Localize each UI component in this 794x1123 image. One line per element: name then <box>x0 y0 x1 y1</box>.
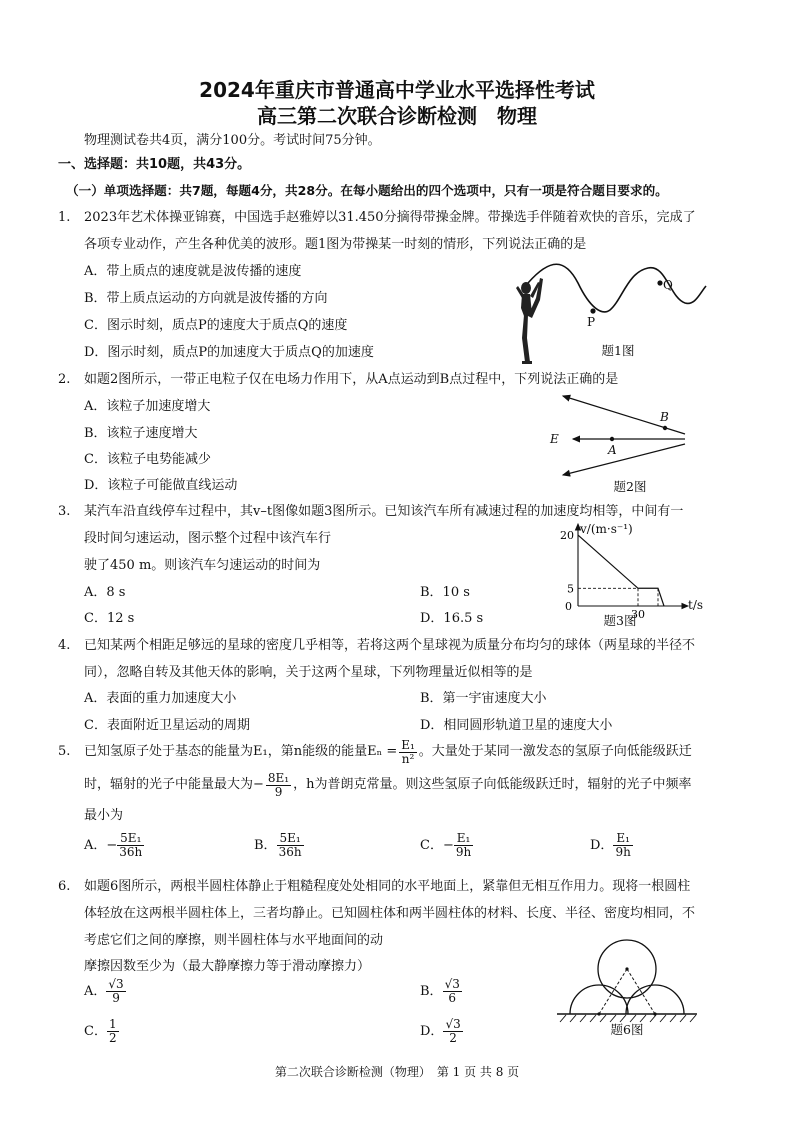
q6-option-c <box>84 1018 119 1045</box>
figure-1-caption: 题1图 <box>601 343 635 358</box>
question-3-stem: 某汽车沿直线停车过程中，其v–t图像如题3图所示。已知该汽车所有减速过程的加速度均相等，中间有一 <box>84 504 684 519</box>
q6-option-b <box>420 978 462 1005</box>
section-subheading: （一）单项选择题：共7题，每题4分，共28分。在每小题给出的四个选项中，只有一项是符合题目要求的。 <box>66 183 668 198</box>
question-6-stem-2: 体轻放在这两根半圆柱体上，三者均静止。已知圆柱体和两半圆柱体的材料、长度、半径、密度均相同，不 <box>84 906 696 921</box>
q5-option-c-num: E₁ <box>454 832 473 846</box>
x-axis-label: t/s <box>688 598 704 612</box>
q3-option-b: B．10 s <box>420 585 470 600</box>
question-number: 6. <box>58 879 71 894</box>
question-3-stem-2: 段时间匀速运动，图示整个过程中该汽车行 <box>84 531 332 546</box>
figure-3-caption: 题3图 <box>603 613 637 628</box>
q5-option-d-prefix: D． <box>590 837 614 853</box>
tick-label-30: 30 <box>631 608 645 618</box>
q6-option-a <box>84 978 126 1005</box>
q4-option-b: B．第一宇宙速度大小 <box>420 691 547 706</box>
question-5-stem <box>84 736 692 768</box>
q5-option-d <box>590 832 633 859</box>
q6-option-a-num: √3 <box>108 977 124 991</box>
label-a: A <box>608 443 617 457</box>
point-a-marker <box>610 437 614 441</box>
y-axis-label: v/(m·s⁻¹) <box>580 522 633 536</box>
ground-hatching <box>560 1015 696 1022</box>
q1-option-a: A．带上质点的速度就是波传播的速度 <box>84 264 302 279</box>
q5-option-b <box>254 832 304 859</box>
question-5-stem-3: 最小为 <box>84 808 124 823</box>
q3-option-d: D．16.5 s <box>420 611 484 626</box>
tick-label-0: 0 <box>565 600 572 613</box>
q1-option-c: C．图示时刻，质点P的速度大于质点Q的速度 <box>84 318 348 333</box>
figure-6-cylinders <box>552 938 702 1024</box>
question-4-stem: 已知某两个相距足够远的星球的密度几乎相等，若将这两个星球视为质量分布均匀的球体（两星球的半径不 <box>84 638 696 653</box>
q6-option-d-den: 2 <box>449 1031 457 1045</box>
q6-option-c-prefix: C． <box>84 1023 107 1039</box>
q5-option-d-num: E₁ <box>613 832 632 846</box>
field-line-bottom <box>563 444 685 475</box>
q6-option-c-den: 2 <box>108 1031 117 1045</box>
q5-option-a <box>84 832 144 859</box>
left-half-cylinder <box>570 985 628 1014</box>
figure-2-caption: 题2图 <box>613 479 647 494</box>
q4-option-d: D．相同圆形轨道卫星的速度大小 <box>420 718 613 733</box>
q1-option-b: B．带上质点运动的方向就是波传播的方向 <box>84 291 328 306</box>
question-number: 1. <box>58 210 71 225</box>
figure-6-caption: 题6图 <box>610 1022 644 1037</box>
q4-option-a: A．表面的重力加速度大小 <box>84 691 237 706</box>
right-half-cylinder <box>626 985 684 1014</box>
q6-option-d-num: √3 <box>445 1017 461 1031</box>
label-b: B <box>660 410 669 424</box>
label-q: Q <box>663 278 673 292</box>
question-6-stem: 如题6图所示，两根半圆柱体静止于粗糙程度处处相同的水平地面上，紧靠但无相互作用力。现将一根圆柱 <box>84 879 691 894</box>
q6-option-b-den: 6 <box>448 991 457 1005</box>
q5-option-b-den: 36h <box>278 845 302 859</box>
question-1-stem-2: 各项专业动作，产生各种优美的波形。题1图为带操某一时刻的情形，下列说法正确的是 <box>84 237 587 252</box>
exam-title: 2024年重庆市普通高中学业水平选择性考试 <box>199 78 595 102</box>
q3-option-a: A．8 s <box>84 585 126 600</box>
q6-option-c-num: 1 <box>108 1017 117 1031</box>
q5-option-a-prefix: A．− <box>84 837 118 853</box>
question-2-stem: 如题2图所示，一带正电粒子仅在电场力作用下，从A点运动到B点过程中，下列说法正确的是 <box>84 372 619 387</box>
q6-option-b-prefix: B． <box>420 983 443 999</box>
q5-option-b-prefix: B． <box>254 837 277 853</box>
point-p-marker <box>590 308 595 313</box>
tick-label-20: 20 <box>560 529 574 543</box>
center-line-left <box>599 969 627 1014</box>
q4-option-c: C．表面附近卫星运动的周期 <box>84 718 250 733</box>
q5-option-c-prefix: C．− <box>420 837 454 853</box>
q5-text-d: ，h为普朗克常量。则这些氢原子向低能级跃迁时，辐射的光子中频率 <box>293 777 692 792</box>
velocity-series-line <box>578 535 664 606</box>
q6-option-b-num: √3 <box>444 977 460 991</box>
q2-option-b: B．该粒子速度增大 <box>84 426 198 441</box>
gymnast-figure <box>516 278 543 364</box>
exam-subtitle: 高三第二次联合诊断检测 物理 <box>257 104 537 128</box>
question-5-stem-2 <box>84 768 692 802</box>
q5-option-a-den: 36h <box>119 845 143 859</box>
q1-option-d: D．图示时刻，质点P的加速度大于质点Q的加速度 <box>84 345 374 360</box>
label-p: P <box>587 315 596 329</box>
q6-option-d-prefix: D． <box>420 1023 444 1039</box>
figure-2-electric-field <box>555 392 690 477</box>
question-4-stem-2: 同），忽略自转及其他天体的影响，关于这两个星球，下列物理量近似相等的是 <box>84 665 533 680</box>
q5-option-c-den: 9h <box>455 845 472 859</box>
point-q-marker <box>657 280 662 285</box>
q2-option-c: C．该粒子电势能减少 <box>84 452 211 467</box>
question-3-stem-3: 驶了450 m。则该汽车匀速运动的时间为 <box>84 558 321 573</box>
question-6-stem-3: 考虑它们之间的摩擦，则半圆柱体与水平地面间的动 <box>84 933 384 948</box>
question-number: 3. <box>58 504 71 519</box>
center-line-right <box>627 969 655 1014</box>
question-6-stem-4: 摩擦因数至少为（最大静摩擦力等于滑动摩擦力） <box>84 959 371 974</box>
section-heading: 一、选择题：共10题，共43分。 <box>58 157 251 172</box>
q5-fraction-en-den: n² <box>401 751 415 766</box>
q6-option-d <box>420 1018 463 1045</box>
q2-option-d: D．该粒子可能做直线运动 <box>84 478 238 493</box>
tick-label-5: 5 <box>567 582 574 596</box>
page-footer: 第二次联合诊断检测（物理） 第 1 页 共 8 页 <box>274 1065 520 1079</box>
label-e: E <box>550 432 559 446</box>
q5-text-b: 。大量处于某同一激发态的氢原子向低能级跃迁 <box>418 744 692 759</box>
question-1-stem: 2023年艺术体操亚锦赛，中国选手赵雅婷以31.450分摘得带操金牌。带操选手伴随着欢快的音乐，完成了 <box>84 210 696 225</box>
q5-option-d-den: 9h <box>615 845 631 859</box>
q5-text-a: 已知氢原子处于基态的能量为E₁，第n能级的能量Eₙ = <box>84 744 398 759</box>
q3-option-c: C．12 s <box>84 611 135 626</box>
q5-fraction-max-den: 9 <box>274 784 283 799</box>
q5-fraction-en-num: E₁ <box>401 737 415 752</box>
q6-option-a-prefix: A． <box>84 983 107 999</box>
question-number: 2. <box>58 372 71 387</box>
q5-option-a-num: 5E₁ <box>117 832 144 846</box>
q5-option-c <box>420 832 473 859</box>
q2-option-a: A．该粒子加速度增大 <box>84 399 211 414</box>
point-b-marker <box>663 426 667 430</box>
question-number: 4. <box>58 638 71 653</box>
q5-fraction-max-num: 8E₁ <box>267 770 290 785</box>
q5-fraction-en <box>399 739 417 766</box>
question-number: 5. <box>58 744 71 759</box>
q6-option-a-den: 9 <box>112 991 120 1005</box>
q5-text-c: 时，辐射的光子中能量最大为− <box>84 777 264 792</box>
q5-fraction-max <box>266 772 291 799</box>
ribbon-wave <box>528 264 706 312</box>
exam-intro: 物理测试卷共4页，满分100分。考试时间75分钟。 <box>84 133 381 148</box>
q5-option-b-num: 5E₁ <box>277 832 304 846</box>
